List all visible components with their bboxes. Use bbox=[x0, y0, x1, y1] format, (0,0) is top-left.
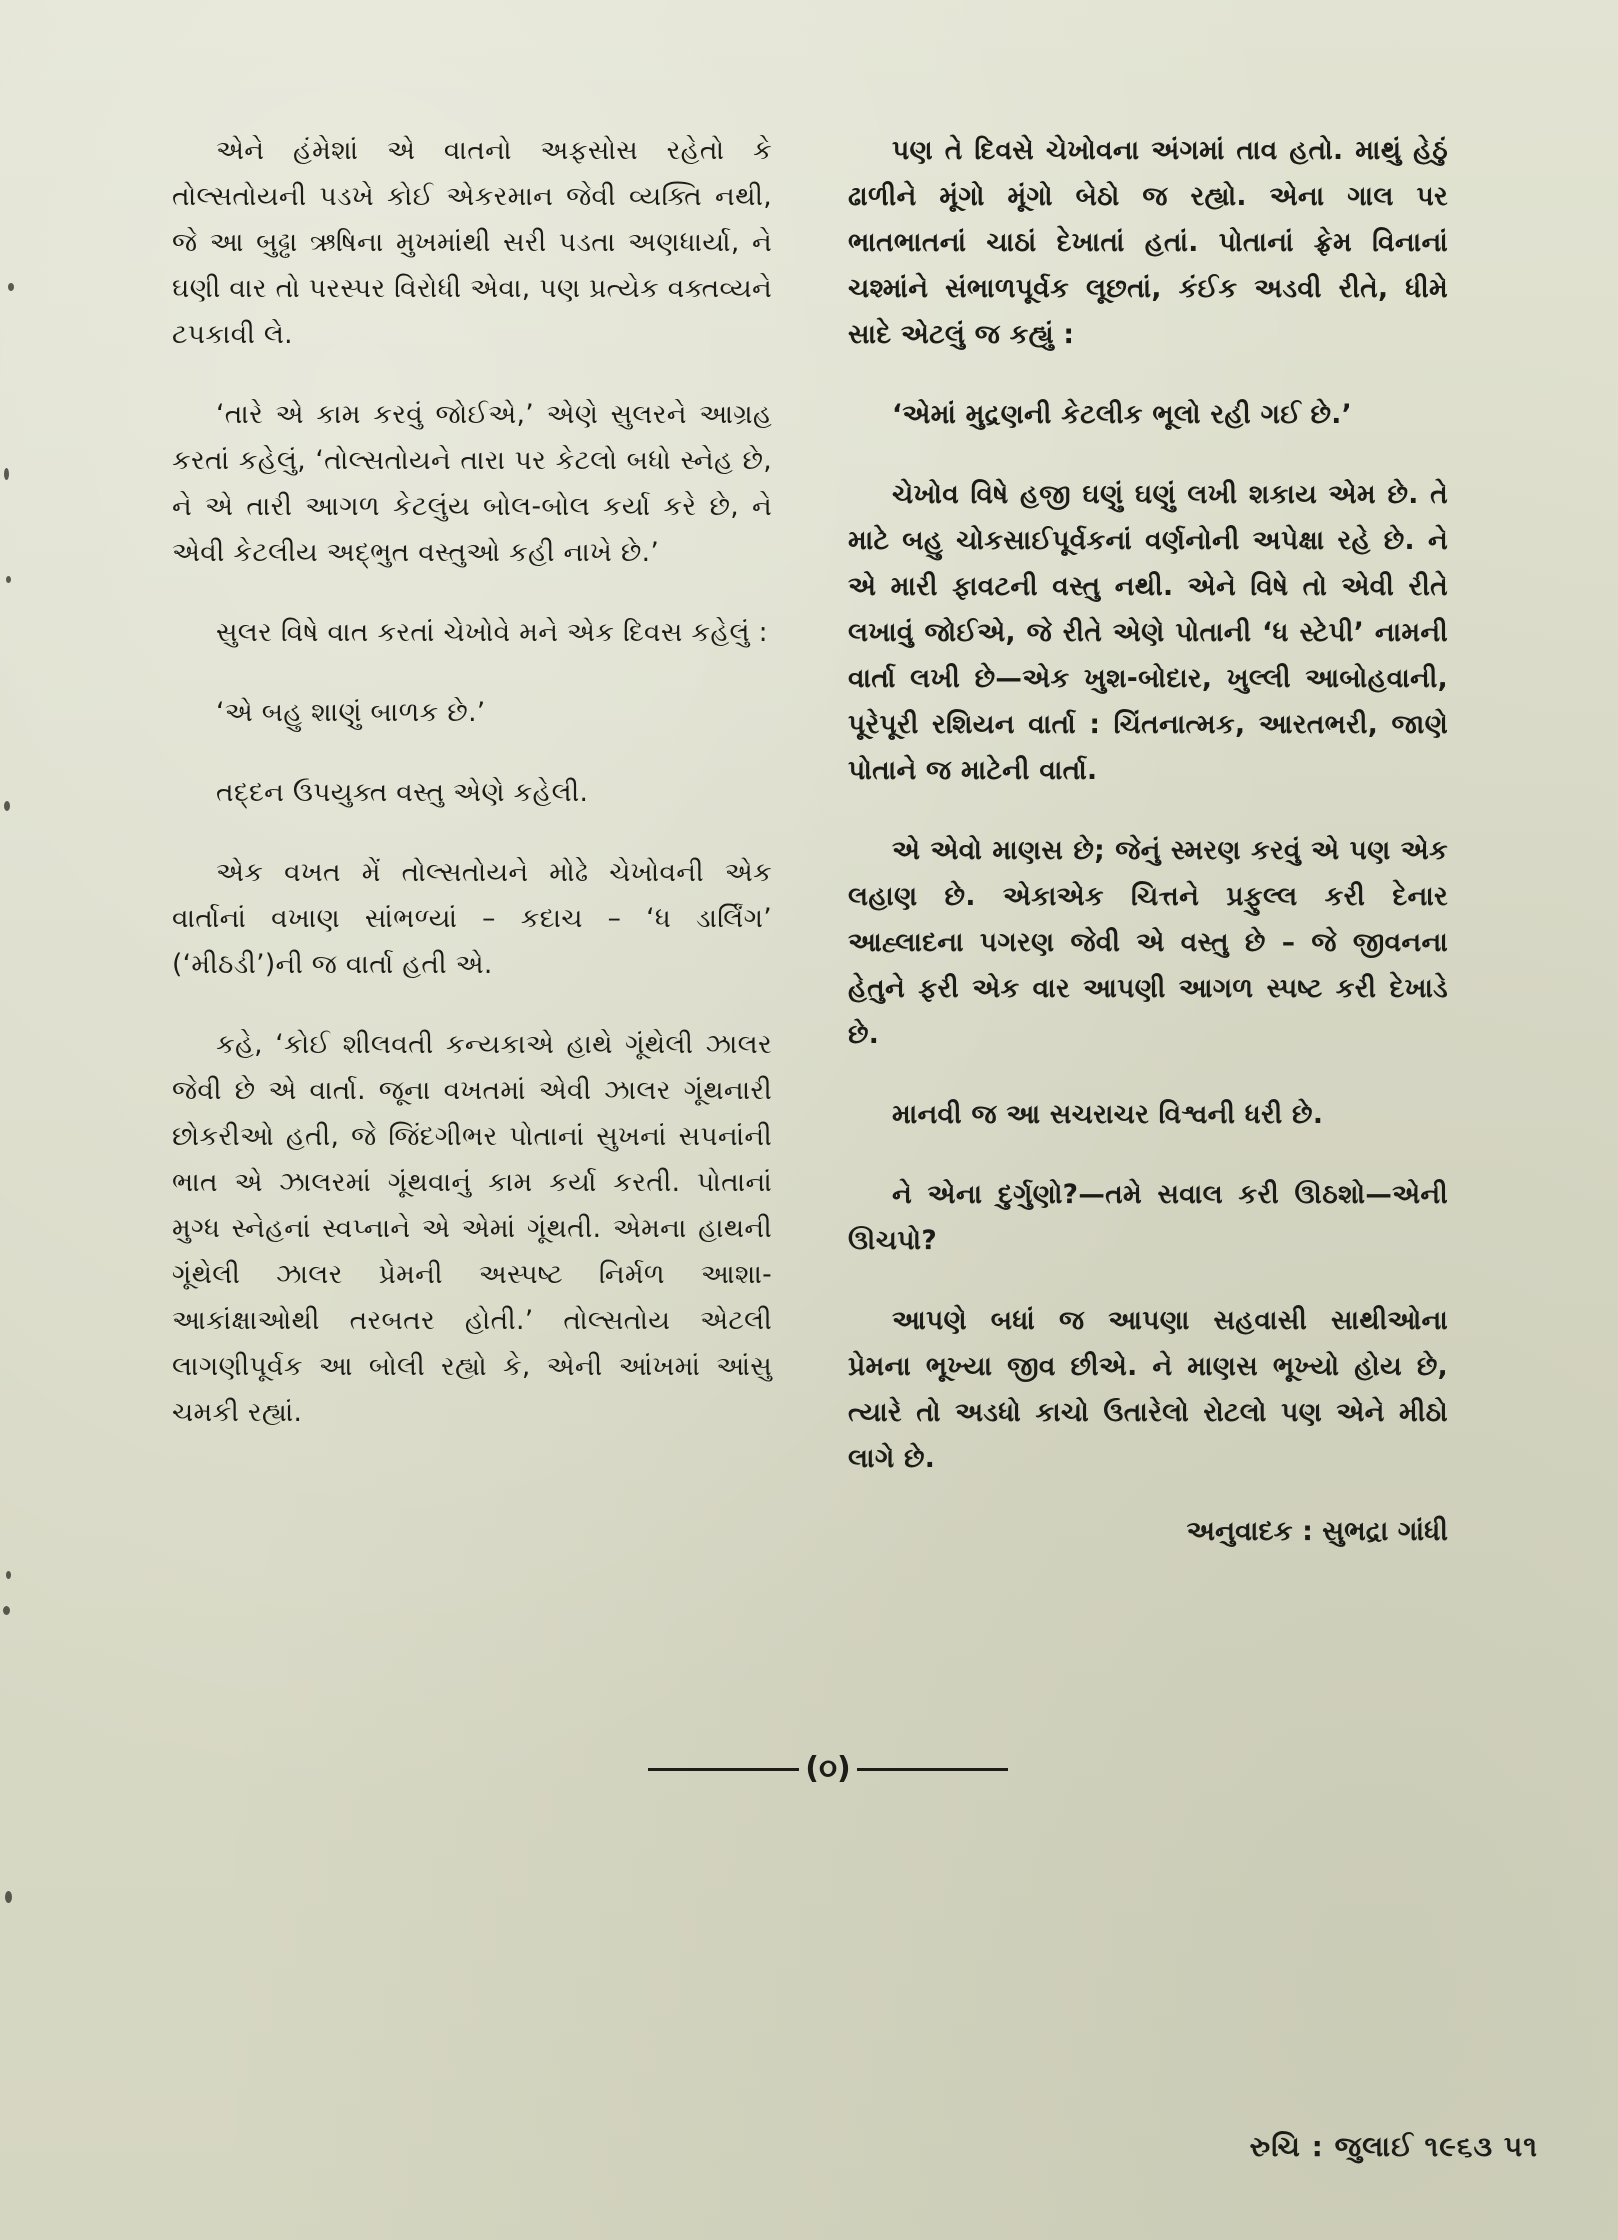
left-column bbox=[172, 128, 772, 1470]
paragraph: ને એના દુર્ગુણો?—તમે સવાલ કરી ઊઠશો—એની ઊચપો? bbox=[848, 1179, 1448, 1256]
paragraph: કહે, ‘કોઈ શીલવતી કન્યકાએ હાથે ગૂંથેલી ઝાલર જેવી છે એ વાર્તા. જૂના વખતમાં એવી ઝાલર ગૂંથનારી છોકરીઓ હતી, જે જિંદગીભર પોતાનાં સુખનાં સપનાંની ભાત એ ઝાલરમાં ગૂંથવાનું કામ કર્યા કરતી. પોતાનાં મુગ્ધ સ્નેહનાં સ્વપ્નાને એ એમાં ગૂંથતી. એમના હાથની ગૂંથેલી ઝાલર પ્રેમની અસ્પષ્ટ નિર્મળ આશા-આકાંક્ષાઓથી તરબતર હોતી.’ તોલ્સતોય એટલી લાગણીપૂર્વક આ બોલી રહ્યો કે, એની આંખમાં આંસુ ચમકી રહ્યાં. bbox=[172, 1029, 772, 1428]
scan-speck bbox=[6, 1571, 11, 1579]
paragraph: પણ તે દિવસે ચેખોવના અંગમાં તાવ હતો. માથું હેઠું ઢાળીને મૂંગો મૂંગો બેઠો જ રહ્યો. એના ગાલ પર ભાતભાતનાં ચાઠાં દેખાતાં હતાં. પોતાનાં ફ્રેમ વિનાનાં ચશ્માંને સંભાળપૂર્વક લૂછતાં, કંઈક અડવી રીતે, ધીમે સાદે એટલું જ કહ્યું : bbox=[848, 135, 1448, 350]
divider-mark: (૦) bbox=[805, 1751, 851, 1786]
paragraph: સુલર વિષે વાત કરતાં ચેખોવે મને એક દિવસ કહેલું : bbox=[216, 617, 768, 648]
paragraph: એને હંમેશાં એ વાતનો અફસોસ રહેતો કે તોલ્સતોયની પડખે કોઈ એકરમાન જેવી વ્યક્તિ નથી, જે આ બુઢ્ઢા ઋષિના મુખમાંથી સરી પડતા અણધાર્યા, ને ઘણી વાર તો પરસ્પર વિરોધી એવા, પણ પ્રત્યેક વક્તવ્યને ટપકાવી લે. bbox=[172, 135, 772, 350]
page-footer: રુચિ : જુલાઈ ૧૯૬૩ ૫૧ bbox=[1249, 2130, 1538, 2163]
paragraph: ચેખોવ વિષે હજી ઘણું ઘણું લખી શકાય એમ છે. તે માટે બહુ ચોકસાઈપૂર્વકનાં વર્ણનોની અપેક્ષા રહે છે. ને એ મારી ફાવટની વસ્તુ નથી. એને વિષે તો એવી રીતે લખાવું જોઈએ, જે રીતે એણે પોતાની ‘ધ સ્ટેપી’ નામની વાર્તા લખી છે—એક ખુશ-બોદાર, ખુલ્લી આબોહવાની, પૂરેપૂરી રશિયન વાર્તા : ચિંતનાત્મક, આરતભરી, જાણે પોતાને જ માટેની વાર્તા. bbox=[848, 479, 1448, 786]
paragraph: માનવી જ આ સચરાચર વિશ્વની ધરી છે. bbox=[892, 1099, 1324, 1130]
divider-line-right bbox=[857, 1768, 1008, 1771]
paragraph: એ એવો માણસ છે; જેનું સ્મરણ કરવું એ પણ એક લહાણ છે. એકાએક ચિત્તને પ્રફુલ્લ કરી દેનાર આહ્લાદના પગરણ જેવી એ વસ્તુ છે – જે જીવનના હેતુને ફરી એક વાર આપણી આગળ સ્પષ્ટ કરી દેખાડે છે. bbox=[848, 835, 1448, 1050]
scan-speck bbox=[4, 468, 9, 480]
paragraph: ‘એમાં મુદ્રણની કેટલીક ભૂલો રહી ગઈ છે.’ bbox=[892, 399, 1353, 430]
scan-speck bbox=[3, 1606, 10, 1615]
divider-line-left bbox=[648, 1768, 799, 1771]
paragraph: એક વખત મેં તોલ્સતોયને મોઢે ચેખોવની એક વાર્તાનાં વખાણ સાંભળ્યાં – કદાચ – ‘ધ ડાર્લિંગ’ (‘મીઠડી’)ની જ વાર્તા હતી એ. bbox=[172, 857, 772, 980]
scan-speck bbox=[6, 576, 11, 583]
right-column bbox=[848, 128, 1448, 1548]
paragraph: ‘તારે એ કામ કરવું જોઈએ,’ એણે સુલરને આગ્રહ કરતાં કહેલું, ‘તોલ્સતોયને તારા પર કેટલો બધો સ્નેહ છે, ને એ તારી આગળ કેટલુંય બોલ-બોલ કર્યા કરે છે, ને એવી કેટલીય અદ્ભુત વસ્તુઓ કહી નાખે છે.’ bbox=[172, 399, 772, 568]
scan-speck bbox=[8, 283, 14, 291]
scan-speck bbox=[5, 1891, 12, 1903]
paragraph: ‘એ બહુ શાણું બાળક છે.’ bbox=[216, 697, 486, 728]
section-end-divider bbox=[648, 1746, 1008, 1792]
paragraph: તદ્દન ઉપયુક્ત વસ્તુ એણે કહેલી. bbox=[216, 777, 589, 808]
scan-speck bbox=[4, 801, 10, 811]
translator-credit: અનુવાદક : સુભદ્રા ગાંધી bbox=[1186, 1516, 1448, 1547]
paragraph: આપણે બધાં જ આપણા સહવાસી સાથીઓના પ્રેમના ભૂખ્યા જીવ છીએ. ને માણસ ભૂખ્યો હોય છે, ત્યારે તો અડધો કાચો ઉતારેલો રોટલો પણ એને મીઠો લાગે છે. bbox=[848, 1305, 1448, 1474]
